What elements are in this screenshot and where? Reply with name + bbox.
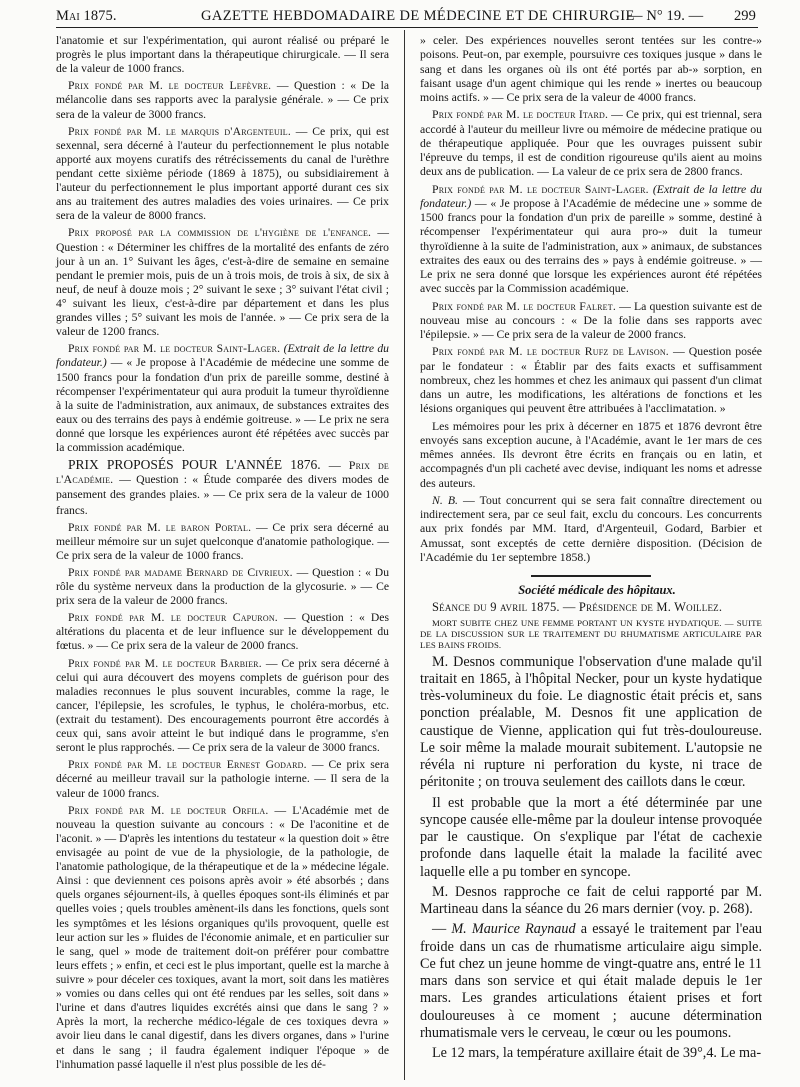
prize-saint-lager-2 bbox=[420, 183, 762, 297]
speaker-name: M. Maurice Raynaud bbox=[451, 921, 576, 938]
nb-text: — Tout concurrent qui se sera fait connaître directement ou indirectement sera, par ce seul fait, exclu du concours. Les concurrents aux prix fondés par MM. Itard, d'Argenteuil, Godard, Barbier et Amussat, sont exceptés de cette dernière disposition. (Décision de l'Académie du 1er septembre 1858.) bbox=[420, 493, 762, 564]
paragraph-martineau: M. Desnos rapproche ce fait de celui rapporté par M. Martineau dans la séance du 26 mars dernier (voy. p. 268). bbox=[420, 883, 762, 917]
header-journal-title: GAZETTE HEBDOMADAIRE DE MÉDECINE ET DE CHIRURGIE bbox=[201, 8, 635, 24]
prize-orfila bbox=[56, 804, 389, 1072]
prize-label: Prix fondé par M. le marquis d'Argenteuil. bbox=[68, 124, 291, 138]
prize-text: — Ce prix sera décerné à celui qui aura découvert des moyens complets de guérison pour des maladies reconnues le plus souvent incurables, comme la rage, le cancer, l'épilepsie, les scrofules, le typhus, le choléra-morbus, etc. (extrait du testament). Des encouragements pourront être accordés à ceux qui, sans avoir atteint le but indiqué dans le programme, s'en seront le plus rapprochés. — Ce prix sera de la valeur de 3000 francs. bbox=[56, 656, 389, 755]
header-rule bbox=[56, 27, 758, 28]
header-page-number: 299 bbox=[733, 8, 756, 24]
society-title: Société médicale des hôpitaux. bbox=[518, 583, 676, 597]
prize-label: Prix fondé par M. le docteur Rufz de Lavison. bbox=[432, 345, 669, 359]
prize-text: — Question : « Du rôle du système nerveux dans la production de la glycosurie. » — Ce prix sera de la valeur de 2000 francs. bbox=[56, 565, 390, 608]
prize-label: Prix fondé par M. le docteur Falret. bbox=[432, 299, 616, 313]
session-report bbox=[420, 654, 762, 1063]
header-date: Mai 1875. bbox=[56, 8, 117, 24]
prize-civrieux bbox=[56, 566, 389, 608]
prize-italic-note: (Extrait de la lettre du fondateur.) bbox=[420, 182, 763, 210]
prize-text: — Question : « Étude comparée des divers modes de pansement des grandes plaies. » — Ce prix sera de la valeur de 1000 francs. bbox=[56, 473, 389, 517]
paragraph-last: Le 12 mars, la température axillaire était de 39°,4. Le ma- bbox=[432, 1045, 762, 1061]
section-heading-1876 bbox=[56, 458, 389, 517]
paragraph-nota-bene bbox=[420, 494, 762, 565]
prize-text: — La question suivante est de nouveau mise au concours : « De la folie dans ses rapports avec l'épilepsie. » — Ce prix sera de la valeur de 2000 francs. bbox=[420, 299, 763, 341]
session-line bbox=[420, 600, 762, 614]
left-column bbox=[56, 34, 389, 1075]
running-header bbox=[56, 6, 756, 26]
prize-itard bbox=[420, 108, 762, 179]
prize-italic-note: (Extrait de la lettre du fondateur.) bbox=[56, 342, 389, 370]
prize-capuron bbox=[56, 611, 389, 653]
prize-rufz-de-lavison bbox=[420, 345, 762, 416]
paragraph-memoires: Les mémoires pour les prix à décerner en 1875 et 1876 devront être envoyés sans exception aucune, à l'Académie, avant le 1er mars de ces mêmes années. Ils devront être écrits en français ou en latin, et accompagnés d'un pli cacheté avec devise, indiquant les noms et adresse des auteurs. bbox=[420, 419, 762, 490]
section-rule bbox=[531, 575, 651, 577]
column-divider bbox=[404, 30, 405, 1080]
paragraph-desnos bbox=[420, 654, 762, 792]
prize-text: — Ce prix sera décerné au meilleur travail sur la pathologie interne. — Il sera de la valeur de 1000 francs. bbox=[56, 758, 389, 800]
prize-label: Prix fondé par M. le docteur Ernest Godard. bbox=[68, 758, 307, 772]
prize-label: Prix fondé par M. le docteur Saint-Lager. bbox=[432, 182, 649, 196]
paragraph-raynaud: — M. Maurice Raynaud a essayé le traitement par l'eau froide dans un cas de rhumatisme articulaire aigu simple. Ce fut chez un jeune homme de vingt-quatre ans, entré le 11 mars dans son service et qui était malade depuis le 1er mars. Les grandes articulations étaient prises et fort douloureuses à ce moment ; aucune détermination rhumatismale vers le cerveau, le cœur ou les poumons. bbox=[420, 921, 762, 1041]
prize-text: — Question : « De la mélancolie dans ses rapports avec la paralysie générale. » — Ce prix sera de la valeur de 3000 francs. bbox=[56, 79, 389, 121]
prize-text: — L'Académie met de nouveau la question suivante au concours : « De l'aconitine et de l'aconit. » — D'après les intentions du testateur « la question doit » être envisagée au point de vue de la physiologie, de la pathologie, de l'anatomie pathologique, de la thérapeutique et de la » médecine légale. Ainsi : que deviennent ces poisons après avoir » été absorbés ; dans quels organes séjournent-ils, à quelles époques sont-ils éliminés et par quelles voies ; quels troubles amènent-ils dans les fonctions, quels sont les symptômes et les lésions organiques qu'ils provoquent, quelle est leur action sur les » fluides de l'économie animale, et en particulier sur le sang, quel » mode de traitement doit-on préférer pour combattre leurs effets ; » enfin, et ceci est le plus important, quelle est la marche à suivre » pour déceler ces toxiques, avant la mort, soit dans les matières » vomies ou dans celles qui ont été rendues par les selles, soit dans » l'urine et dans d'autres liquides excrétés ainsi que dans le sang ? » Après la mort, la recherche médico-légale de ces toxiques devra » avoir lieu dans le canal digestif, dans les divers organes, dans » l'urine et dans le sang ; il faudra également indiquer l'époque » de l'inhumation passé laquelle il n'est plus possible de les dé- bbox=[56, 803, 390, 1071]
prize-text: — « Je propose à l'Académie de médecine une » somme de 1500 francs pour la fondation d'un prix de pareille » somme, destiné à récompenser l'expérimentateur qui aura pro-» duit la tumeur thyroïdienne à la suite de l'administration, aux » animaux, de substances extraites des eaux ou des terrains des » pays à endémie goitreuse. » — Le prix ne sera donné que lorsque les expériences auront été répétées avec succès par la Commission académique. bbox=[420, 196, 762, 296]
prize-saint-lager bbox=[56, 342, 389, 455]
paragraph-syncope: Il est probable que la mort a été déterminée par une syncope causée elle-même par la douleur intense provoquée par le caustique. On s'explique par l'état de cachexie profonde dans laquelle était la malade la facilité avec laquelle elle a pu tomber en syncope. bbox=[420, 794, 762, 880]
prize-text: — Question : « Déterminer les chiffres de la mortalité des enfants de zéro jour à un an. 1° Suivant les âges, c'est-à-dire de semaine en semaine pendant le premier mois, puis de un à trois mois, de trois à six, de six à neuf, de neuf à douze mois ; 2° suivant le sexe ; 3° suivant l'état civil ; 4° suivant les lieux, c'est-à-dire par département et dans les plus grandes villes ; 5° suivant les mois de l'année. » — Ce prix sera de la valeur de 1200 francs. bbox=[56, 226, 390, 339]
right-column bbox=[420, 34, 762, 1065]
prize-label: Prix fondé par M. le docteur Orfila. bbox=[68, 803, 269, 817]
prize-hygiene-enfance bbox=[56, 226, 389, 339]
prize-text: — « Je propose à l'Académie de médecine une somme de 1500 francs pour la fondation d'un prix de pareille somme, destiné à récompenser l'expérimentateur qui aura produit la tumeur thyroïdienne à la suite de l'administration, aux animaux, de substances extraites des eaux ou des terrains des pays à endémie goitreuse. » — Le prix ne sera donné que lorsque les expériences auront été répétées avec succès par la commission académique. bbox=[56, 356, 390, 455]
heading-sub: — Prix de l'Académie. bbox=[56, 458, 390, 487]
session-subject: MORT SUBITE CHEZ UNE FEMME PORTANT UN KYSTE HYDATIQUE. — SUITE DE LA DISCUSSION SUR LE TRAITEMENT DU RHUMATISME ARTICULAIRE PAR LES BAINS FROIDS. bbox=[420, 617, 762, 650]
prize-godard bbox=[56, 758, 389, 800]
paragraph-intro: l'anatomie et sur l'expérimentation, qui auront réalisé ou préparé le progrès le plus important dans la thérapeutique chirurgicale. — Il sera de la valeur de 1000 francs. bbox=[56, 34, 389, 76]
prize-label: Prix fondé par M. le docteur Lefèvre. bbox=[68, 79, 272, 93]
prize-text: — Question : « Des altérations du placenta et de leur influence sur le développement du fœtus. » — Ce prix sera de la valeur de 2000 francs. bbox=[56, 611, 389, 653]
prize-text: — Ce prix, qui est sexennal, sera décerné à l'auteur du perfectionnement le plus notable apporté aux moyens curatifs des rétrécissements du canal de l'urèthre pendant cette sixième période (1869 à 1875), ou subsidiairement à l'auteur du perfectionnement le plus important apporté durant ces six ans au traitement des autres maladies des voies urinaires. — Ce prix sera de la valeur de 8000 francs. bbox=[56, 124, 389, 223]
paragraph-orfila-continued: » celer. Des expériences nouvelles seront tentées sur les contre-» poisons. Peut-on, par exemple, poursuivre ces toxiques jusque » dans le sang et dans les organes où ils ont été portés par ab-» sorption, en faisant usage d'un agent chimique qui les rende » inertes ou beaucoup moins actifs. » — Ce prix sera de la valeur de 4000 francs. bbox=[420, 34, 762, 104]
speaker-name: M. Desnos bbox=[432, 653, 495, 670]
session-president: — Présidence de M. Woillez. bbox=[562, 600, 723, 615]
prize-text: — Ce prix, qui est triennal, sera accordé à l'auteur du meilleur livre ou mémoire de médecine pratique ou de thérapeutique appliquée. Pour que les ouvrages puissent subir l'épreuve du temps, il est de condition rigoureuse qu'ils aient au moins deux ans de publication. — La valeur de ce prix sera de 2800 francs. bbox=[420, 108, 762, 179]
prize-lefevre bbox=[56, 79, 389, 121]
prize-label: Prix fondé par M. le docteur Capuron. bbox=[68, 611, 278, 625]
heading-main: PRIX PROPOSÉS POUR L'ANNÉE 1876. bbox=[68, 457, 321, 473]
prize-label: Prix fondé par M. le baron Portal. bbox=[68, 520, 252, 534]
paragraph-text: a essayé le traitement par l'eau froide dans un cas de rhumatisme articulaire aigu simple. Ce fut chez un jeune homme de vingt-quatre ans, entré le 11 mars dans son service et qui était malade depuis le 1er mars. Les grandes articulations étaient prises et fort douloureuses à ce moment ; aucune détermination rhumatismale vers le cerveau, le cœur ou les poumons. bbox=[420, 921, 762, 1041]
prize-label: Prix fondé par M. le docteur Saint-Lager. bbox=[68, 342, 281, 356]
prize-text: — Question posée par le fondateur : « Établir par des faits exacts et suffisamment nombreux, chez les hommes et chez les animaux qui passent d'un climat dans un autre, les modifications, les altérations de fonctions et les lésions organiques qui peuvent être attribuées à l'acclimatation. » bbox=[420, 345, 763, 416]
prize-portal bbox=[56, 521, 389, 563]
prize-falret bbox=[420, 300, 762, 343]
session-date: Séance du 9 avril 1875. bbox=[432, 600, 560, 615]
prize-text: — Ce prix sera décerné au meilleur mémoire sur un sujet quelconque d'anatomie pathologique. — Ce prix sera de la valeur de 1000 francs. bbox=[56, 520, 389, 562]
nb-label: N. B. bbox=[432, 493, 458, 507]
prize-label: Prix fondé par M. le docteur Itard. bbox=[432, 108, 609, 122]
header-issue-number: — N° 19. — bbox=[628, 8, 704, 24]
prize-label: Prix proposé par la commission de l'hygiène de l'enfance. bbox=[68, 226, 372, 240]
prize-label: Prix fondé par madame Bernard de Civrieux. bbox=[68, 565, 293, 579]
prize-barbier bbox=[56, 657, 389, 756]
prize-label: Prix fondé par M. le docteur Barbier. bbox=[68, 656, 262, 670]
prize-argenteuil bbox=[56, 125, 389, 224]
paragraph-text: communique l'observation d'une malade qu'il traitait en 1865, à l'hôpital Necker, pour un kyste hydatique très-volumineux du foie. Le diagnostic était précis et, sans ponction préalable, M. Desnos fit une application de caustique de Vienne, application qui fut très-douloureuse. Le soir même la malade mourait subitement. L'autopsie ne révéla ni rupture ni perforation du kyste, ni trace de péritonite ; on trouva seulement des caillots dans le cœur. bbox=[420, 653, 763, 791]
